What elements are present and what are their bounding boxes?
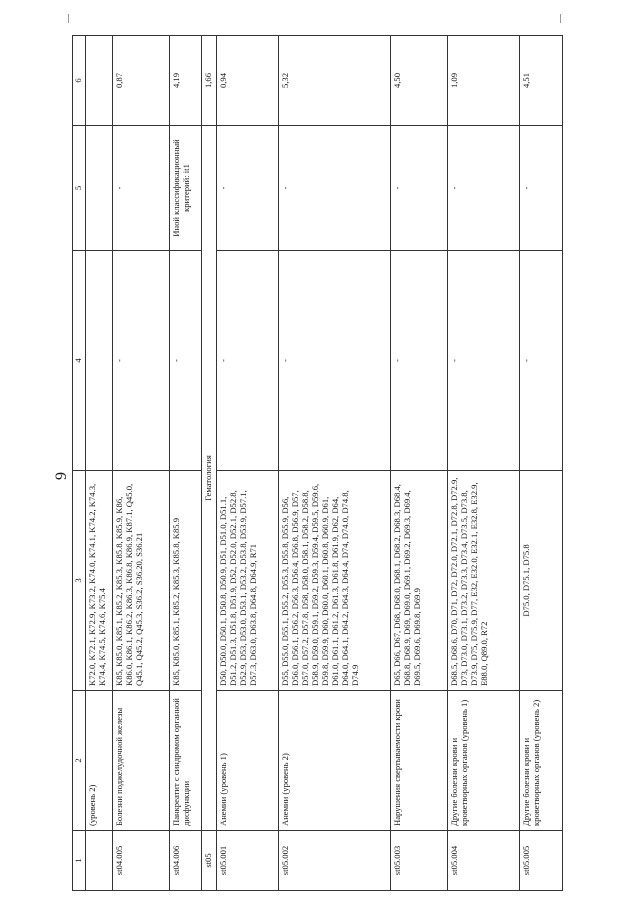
row-code: st04.006 [169,831,201,891]
column-number: 5 [73,126,86,251]
row-col4: - [447,251,519,471]
row-coefficient: 0,87 [112,36,169,126]
column-number: 1 [73,831,86,891]
row-col5 [85,126,112,251]
column-number: 6 [73,36,86,126]
row-icd-codes: D75.0, D75.1, D75.8 [519,471,562,691]
row-coefficient: 5,32 [278,36,390,126]
row-icd-codes: D65, D66, D67, D68, D68.0, D68.1, D68.2, D68.3, D68.4, D68.8, D68.9, D69, D69.0, D69.1, D69.2, D69.3, D69.4, D69.5, D69.6, D69.8, D69.9 [390,471,447,691]
row-col5: - [390,126,447,251]
row-name: Анемии (уровень 1) [216,691,278,831]
row-icd-codes: D55, D55.0, D55.1, D55.2, D55.3, D55.8, D55.9, D56, D56.0, D56.1, D56.2, D56.3, D56.4, D56.8, D56.9, D57, D57.0, D57.2, D57.8, D58, D58.0, D58.1, D58.2, D58.8, D58.9, D59.0, D59.1, D59.2, D59.3, D59.4, D59.5, D59.6, D59.8, D59.9, D60, D60.0, D60.1, D60.8, D60.9, D61, D61.0, D61.1, D61.2, D61.3, D61.8, D61.9, D62, D64, D64.0, D64.1, D64.2, D64.3, D64.4, D74, D74.0, D74.8, D74.9 [278,471,390,691]
row-name: Другие болезни крови и кроветворных органов (уровень 2) [519,691,562,831]
row-col5: - [278,126,390,251]
table-row [278,36,390,891]
row-code: st05.003 [390,831,447,891]
row-code: st05.002 [278,831,390,891]
table-row [447,36,519,891]
table-row [112,36,169,891]
row-icd-codes: K85, K85.0, K85.1, K85.2, K85.3, K85.8, K85.9, K86, K86.0, K86.1, K86.2, K86.3, K86.8, K86.9, K87.1, Q45.0, Q45.1, Q45.2, Q45.3, S36.2, S36.20, S36.21 [112,471,169,691]
section-code: st05 [201,831,216,891]
row-col4 [85,251,112,471]
table-row [519,36,562,891]
scan-mark-top [68,14,69,23]
column-number-row [73,36,86,891]
row-coefficient: 4,51 [519,36,562,126]
row-name: Панкреатит с синдромом органной дисфункции [169,691,201,831]
row-code: st05.001 [216,831,278,891]
table-row [216,36,278,891]
row-name: Другие болезни крови и кроветворных органов (уровень 1) [447,691,519,831]
row-code: st05.004 [447,831,519,891]
row-code: st04.005 [112,831,169,891]
column-number: 3 [73,471,86,691]
row-col4: - [216,251,278,471]
row-coefficient: 4,50 [390,36,447,126]
row-name: (уровень 2) [85,691,112,831]
row-col4: - [390,251,447,471]
column-number: 2 [73,691,86,831]
row-coefficient: 1,09 [447,36,519,126]
table-row [85,36,112,891]
section-title: Гематология [201,126,216,831]
rotated-page [54,36,604,891]
row-name: Анемии (уровень 2) [278,691,390,831]
row-code [85,831,112,891]
row-name: Нарушения свертываемости крови [390,691,447,831]
row-col5: - [519,126,562,251]
column-number: 4 [73,251,86,471]
row-col5: - [216,126,278,251]
kssg-table [72,35,563,891]
row-code: st05.005 [519,831,562,891]
row-coefficient [85,36,112,126]
section-row [201,36,216,891]
row-name: Болезни поджелудочной железы [112,691,169,831]
row-col5: Иной классификационный критерий: it1 [169,126,201,251]
section-coefficient: 1,66 [201,36,216,126]
row-coefficient: 0,94 [216,36,278,126]
row-icd-codes: K72.0, K72.1, K72.9, K73.2, K74.0, K74.1, K74.2, K74.3, K74.4, K74.5, K74.6, K75.4 [85,471,112,691]
table-row [390,36,447,891]
row-col4: - [169,251,201,471]
row-col5: - [447,126,519,251]
row-icd-codes: D68.5, D68.6, D70, D71, D72, D72.0, D72.1, D72.8, D72.9, D73, D73.0, D73.1, D73.2, D73.3, D73.4, D73.5, D73.8, D73.9, D75, D75.9, D77, E32, E32.0, E32.1, E32.8, E32.9, E88.0, Q89.0, R72 [447,471,519,691]
row-coefficient: 4,19 [169,36,201,126]
row-col4: - [278,251,390,471]
row-col4: - [112,251,169,471]
row-icd-codes: K85, K85.0, K85.1, K85.2, K85.3, K85.8, K85.9 [169,471,201,691]
page-number: 9 [53,472,70,480]
table-row [169,36,201,891]
row-col5: - [112,126,169,251]
scan-mark-top [560,14,561,23]
row-icd-codes: D50, D50.0, D50.1, D50.8, D50.9, D51, D51.0, D51.1, D51.2, D51.3, D51.8, D51.9, D52, D52.0, D52.1, D52.8, D52.9, D53, D53.0, D53.1, D53.2, D53.8, D53.9, D57.1, D57.3, D63.0, D63.8, D64.8, D64.9, R71 [216,471,278,691]
row-col4: - [519,251,562,471]
